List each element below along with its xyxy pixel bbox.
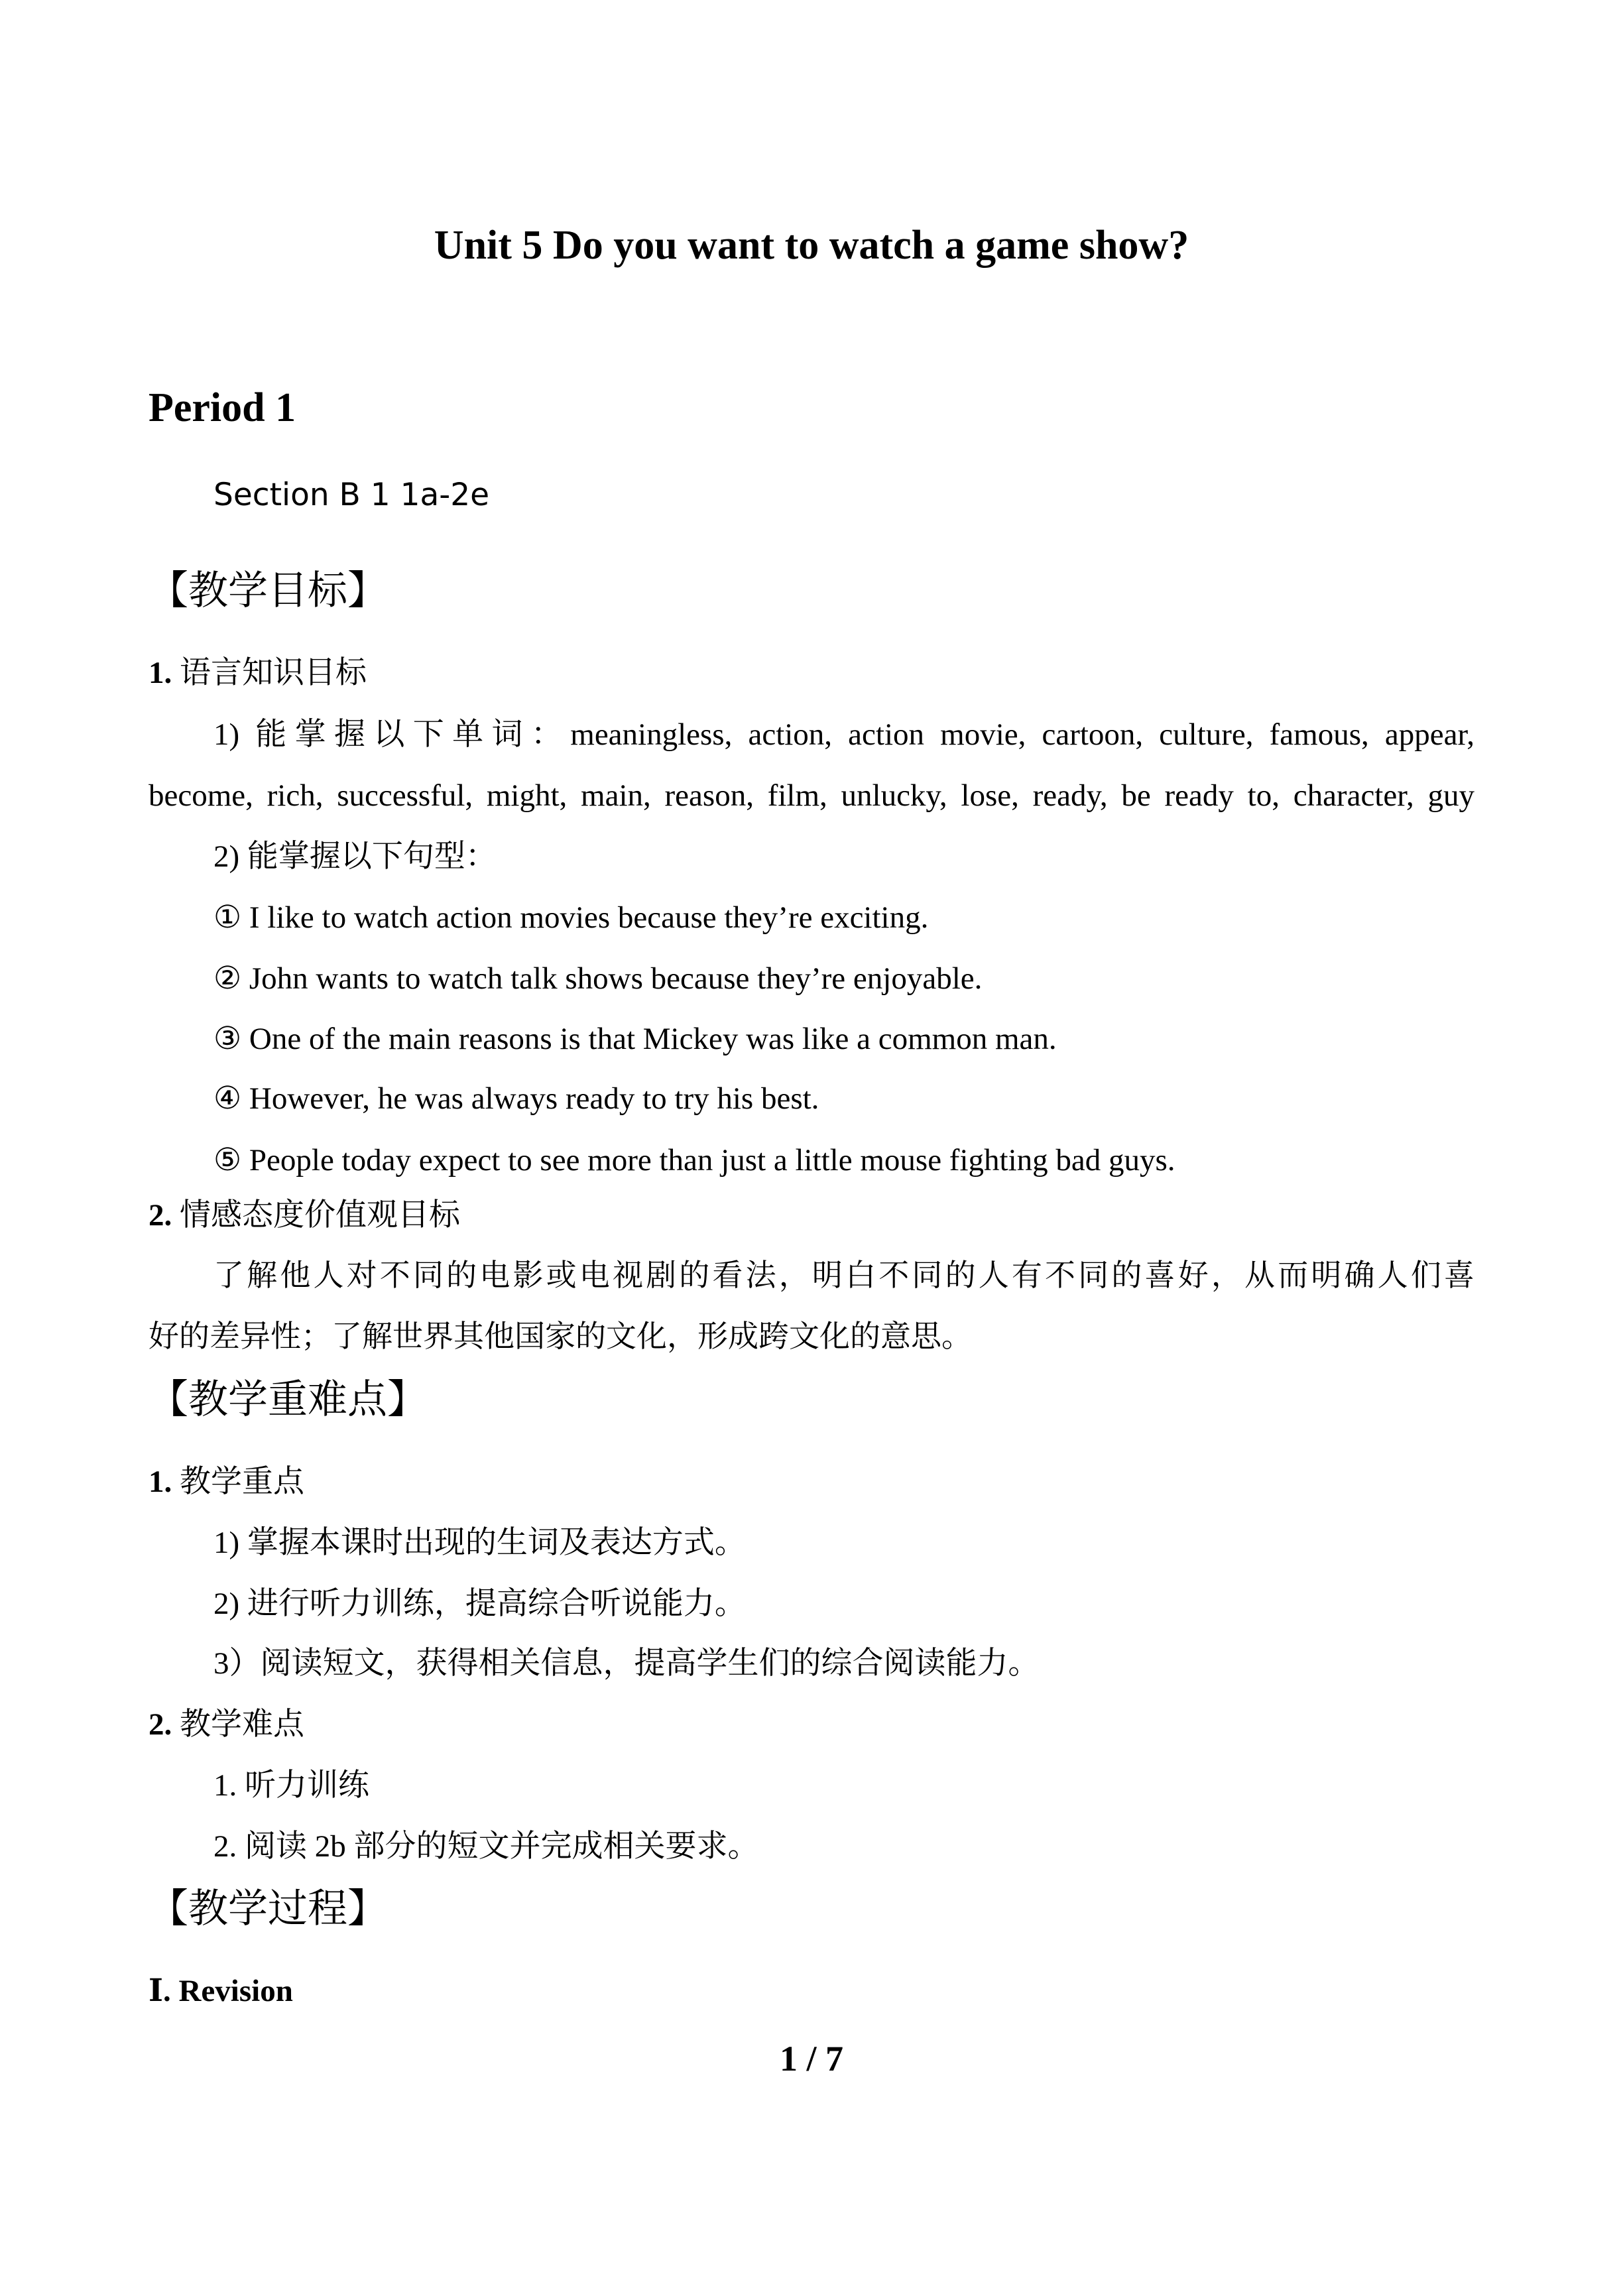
difficulty-item: 1. 听力训练 — [213, 1768, 369, 1803]
subheading-label: 教学难点 — [180, 1707, 304, 1742]
subheading-label: 情感态度价值观目标 — [180, 1198, 460, 1233]
subheading-number: 1. — [149, 656, 172, 690]
process-step-revision: Ⅰ. Revision — [149, 1974, 293, 2008]
sentence-item: ② John wants to watch talk shows because they’re enjoyable. — [213, 961, 983, 996]
emotion-paragraph-line-2: 好的差异性；了解世界其他国家的文化，形成跨文化的意思。 — [149, 1318, 972, 1354]
focus-item: 1) 掌握本课时出现的生词及表达方式。 — [213, 1526, 746, 1560]
subheading-label: 教学重点 — [180, 1465, 304, 1499]
sentences-intro: 2) 能掌握以下句型： — [213, 839, 497, 874]
sentence-item: ① I like to watch action movies because they’re exciting. — [213, 900, 929, 935]
heading-process: 【教学过程】 — [149, 1887, 387, 1931]
subheading-difficulty — [149, 1705, 304, 1744]
subheading-label: 语言知识目标 — [180, 656, 367, 690]
section-label: Section B 1 1a-2e — [213, 477, 490, 513]
sentence-item: ⑤ People today expect to see more than just a little mouse fighting bad guys. — [213, 1143, 1175, 1178]
subheading-focus — [149, 1462, 304, 1502]
heading-key-points: 【教学重难点】 — [149, 1378, 427, 1421]
focus-item: 3）阅读短文，获得相关信息，提高学生们的综合阅读能力。 — [213, 1646, 1040, 1681]
subheading-number: 2. — [149, 1707, 172, 1742]
period-heading: Period 1 — [149, 385, 296, 430]
difficulty-item: 2. 阅读 2b 部分的短文并完成相关要求。 — [213, 1829, 759, 1864]
focus-item: 2) 进行听力训练，提高综合听说能力。 — [213, 1587, 746, 1621]
emotion-paragraph-line-1: 了解他人对不同的电影或电视剧的看法，明白不同的人有不同的喜好，从而明确人们喜 — [213, 1257, 1474, 1293]
vocab-line-2: become, rich, successful, might, main, reason, film, unlucky, lose, ready, be ready to, character, guy — [149, 778, 1474, 813]
page-number: 1 / 7 — [779, 2039, 843, 2079]
subheading-emotion-goals — [149, 1195, 460, 1235]
heading-objectives: 【教学目标】 — [149, 569, 387, 613]
subheading-language-goals — [149, 653, 367, 693]
subheading-number: 2. — [149, 1198, 172, 1233]
sentence-item: ④ However, he was always ready to try his best. — [213, 1081, 819, 1116]
document-title: Unit 5 Do you want to watch a game show? — [434, 223, 1189, 268]
sentence-item: ③ One of the main reasons is that Mickey was like a common man. — [213, 1022, 1057, 1056]
vocab-line-1: 1) 能掌握以下单词：meaningless, action, action movie, cartoon, culture, famous, appear, — [213, 717, 1474, 752]
subheading-number: 1. — [149, 1465, 172, 1499]
